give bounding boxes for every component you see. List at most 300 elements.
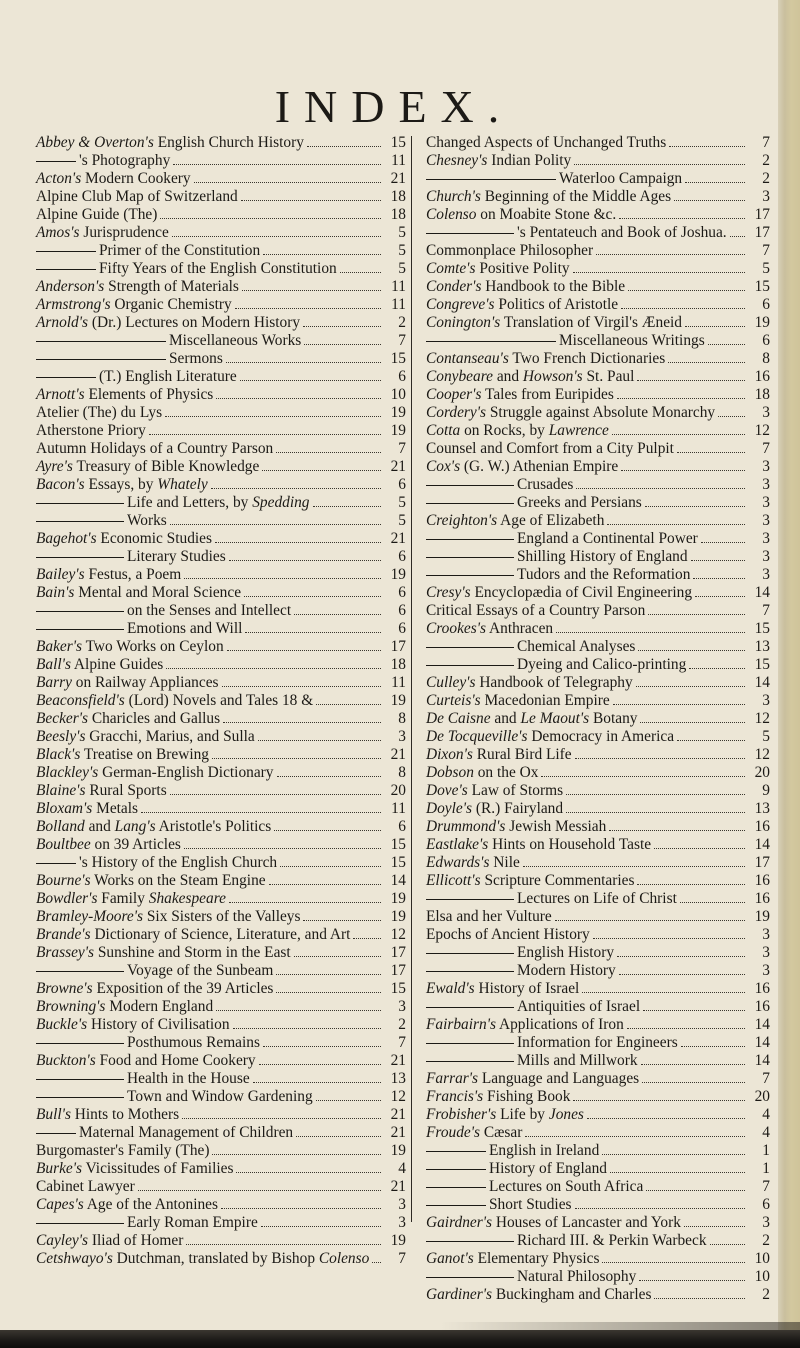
entry-title: Translation of Virgil's Æneid	[500, 314, 682, 331]
entry-text	[36, 1052, 256, 1070]
index-entry	[36, 602, 406, 620]
entry-text	[426, 1052, 638, 1070]
dot-leader	[593, 938, 745, 939]
entry-title: Macedonian Empire	[480, 692, 610, 709]
entry-title: Counsel and Comfort from a City Pulpit	[426, 440, 674, 457]
ditto-rule	[426, 485, 514, 486]
dot-leader	[353, 938, 381, 939]
dot-leader	[621, 308, 745, 309]
author-name: Farrar's	[426, 1070, 479, 1087]
index-entry	[426, 674, 770, 692]
page-number: 5	[398, 260, 406, 277]
dot-leader	[556, 632, 745, 633]
dot-leader	[701, 542, 745, 543]
page-number: 19	[754, 314, 770, 331]
page-number: 7	[398, 1250, 406, 1267]
index-entry	[36, 962, 406, 980]
entry-text	[426, 224, 727, 242]
author-name: Amos's	[36, 224, 80, 241]
page-number: 13	[754, 638, 770, 655]
entry-text	[36, 512, 167, 530]
ditto-rule	[36, 611, 124, 612]
entry-text	[36, 890, 226, 908]
dot-leader	[685, 182, 745, 183]
page-number: 3	[762, 512, 770, 529]
page-number: 4	[762, 1124, 770, 1141]
page-number: 12	[754, 746, 770, 763]
dot-leader	[236, 1172, 381, 1173]
entry-text	[426, 926, 590, 944]
author-name: Cox's	[426, 458, 461, 475]
entry-title: Chemical Analyses	[517, 638, 636, 655]
dot-leader	[226, 362, 381, 363]
dot-leader	[695, 596, 745, 597]
author-name: Brassey's	[36, 944, 95, 961]
entry-text	[426, 998, 640, 1016]
entry-text	[426, 620, 553, 638]
index-entry	[426, 1142, 770, 1160]
index-entry	[426, 782, 770, 800]
dot-leader	[575, 758, 745, 759]
page-number: 16	[754, 872, 770, 889]
author-name: Bramley-Moore's	[36, 908, 144, 925]
index-entry	[426, 638, 770, 656]
dot-leader	[170, 794, 381, 795]
entry-title: Scripture Commentaries	[480, 872, 635, 889]
ditto-rule	[36, 1079, 124, 1080]
index-entry	[36, 620, 406, 638]
page-edge	[778, 0, 800, 1348]
author-name: Edwards's	[426, 854, 490, 871]
index-entry	[36, 206, 406, 224]
entry-title: and	[490, 710, 521, 727]
index-entry	[426, 998, 770, 1016]
page-number: 6	[762, 296, 770, 313]
index-entry	[36, 746, 406, 764]
entry-title: Crusades	[517, 476, 574, 493]
index-entry	[36, 422, 406, 440]
ditto-rule	[36, 1133, 76, 1134]
entry-text	[426, 368, 634, 386]
entry-title: and	[492, 368, 523, 385]
page-number: 17	[754, 206, 770, 223]
index-entry	[36, 764, 406, 782]
ditto-rule	[36, 359, 166, 360]
author-name: Abbey & Overton's	[36, 134, 154, 151]
dot-leader	[184, 578, 381, 579]
author-name: Colenso	[426, 206, 477, 223]
index-entry	[426, 260, 770, 278]
page-number: 9	[762, 782, 770, 799]
ditto-rule	[426, 557, 514, 558]
entry-title: Treatise on Brewing	[80, 746, 210, 763]
dot-leader	[654, 848, 745, 849]
index-entry	[426, 1070, 770, 1088]
index-entry	[426, 134, 770, 152]
entry-text	[426, 188, 671, 206]
entry-title: Short Studies	[489, 1196, 572, 1213]
index-entry	[36, 1124, 406, 1142]
dot-leader	[642, 1082, 745, 1083]
index-entry	[426, 476, 770, 494]
dot-leader	[269, 884, 381, 885]
entry-title: and	[84, 818, 115, 835]
dot-leader	[636, 686, 745, 687]
dot-leader	[628, 290, 745, 291]
entry-text	[36, 548, 226, 566]
author-name: Culley's	[426, 674, 476, 691]
index-entry	[36, 980, 406, 998]
entry-text	[36, 476, 208, 494]
entry-text	[36, 1124, 293, 1142]
page-number: 18	[390, 188, 406, 205]
page-number: 7	[762, 1178, 770, 1195]
page-number: 19	[390, 890, 406, 907]
dot-leader	[708, 344, 745, 345]
entry-text	[426, 476, 573, 494]
index-entry	[36, 530, 406, 548]
index-entry	[36, 1052, 406, 1070]
entry-text	[36, 1016, 230, 1034]
author-name: Creighton's	[426, 512, 498, 529]
page-number: 2	[762, 1232, 770, 1249]
entry-text	[426, 458, 618, 476]
author-name: Boultbee	[36, 836, 91, 853]
entry-title: Nile	[489, 854, 520, 871]
dot-leader	[211, 488, 381, 489]
dot-leader	[610, 1172, 745, 1173]
page-number: 7	[762, 242, 770, 259]
entry-text	[36, 1160, 233, 1178]
entry-text	[426, 728, 674, 746]
page-number: 20	[754, 764, 770, 781]
entry-text	[426, 764, 538, 782]
page-number: 14	[390, 872, 406, 889]
dot-leader	[617, 398, 745, 399]
entry-title: Rural Bird Life	[472, 746, 572, 763]
dot-leader	[574, 164, 745, 165]
page-number: 5	[398, 242, 406, 259]
ditto-rule	[426, 539, 514, 540]
page-number: 3	[762, 566, 770, 583]
entry-title: Cabinet Lawyer	[36, 1178, 135, 1195]
page-number: 15	[390, 350, 406, 367]
page-number: 16	[754, 818, 770, 835]
entry-text	[36, 188, 238, 206]
page-number: 21	[390, 458, 406, 475]
entry-text	[426, 170, 682, 188]
entry-text	[36, 1196, 218, 1214]
entry-title: Six Sisters of the Valleys	[143, 908, 301, 925]
entry-text	[36, 782, 167, 800]
entry-title: Sunshine and Storm in the East	[94, 944, 291, 961]
entry-title: (T.) English Literature	[99, 368, 237, 385]
dot-leader	[280, 866, 381, 867]
entry-title-italic: Shakespeare	[148, 890, 226, 907]
index-entry	[36, 314, 406, 332]
page-number: 18	[390, 206, 406, 223]
entry-title: Atelier (The) du Lys	[36, 404, 163, 421]
author-name: Barry	[36, 674, 72, 691]
index-entry	[426, 746, 770, 764]
index-entry	[426, 512, 770, 530]
ditto-rule	[36, 521, 124, 522]
author-name: Gairdner's	[426, 1214, 492, 1231]
entry-text	[426, 1250, 599, 1268]
entry-text	[426, 710, 637, 728]
dot-leader	[654, 1298, 745, 1299]
page-number: 11	[391, 152, 406, 169]
ditto-rule	[36, 629, 124, 630]
index-entry	[36, 818, 406, 836]
dot-leader	[165, 416, 381, 417]
entry-text	[36, 944, 291, 962]
author-name: De Caisne	[426, 710, 491, 727]
entry-title: Tudors and the Reformation	[517, 566, 691, 583]
dot-leader	[680, 902, 745, 903]
dot-leader	[304, 344, 381, 345]
dot-leader	[244, 596, 381, 597]
dot-leader	[303, 920, 381, 921]
index-entry	[36, 350, 406, 368]
index-entry	[426, 152, 770, 170]
entry-title: Family	[97, 890, 149, 907]
ditto-rule	[36, 1223, 124, 1224]
page-number: 21	[390, 1178, 406, 1195]
entry-text	[426, 584, 692, 602]
dot-leader	[227, 650, 381, 651]
dot-leader	[576, 488, 745, 489]
entry-title: Indian Polity	[487, 152, 572, 169]
ditto-rule	[36, 557, 124, 558]
entry-title: Richard III. & Perkin Warbeck	[517, 1232, 707, 1249]
entry-title: Charicles and Gallus	[88, 710, 221, 727]
author-name: Doyle's	[426, 800, 473, 817]
entry-text	[36, 314, 300, 332]
entry-title: Anthracen	[486, 620, 554, 637]
entry-text	[36, 710, 220, 728]
index-entry	[36, 1214, 406, 1232]
page-number: 11	[391, 800, 406, 817]
entry-title: Natural Philosophy	[517, 1268, 637, 1285]
page-number: 3	[398, 1214, 406, 1231]
ditto-rule	[426, 953, 514, 954]
ditto-rule	[426, 503, 514, 504]
dot-leader	[541, 776, 745, 777]
author-name: Dobson	[426, 764, 474, 781]
page-number: 19	[390, 1142, 406, 1159]
dot-leader	[523, 866, 745, 867]
entry-text	[426, 278, 625, 296]
entry-text	[426, 1268, 636, 1286]
dot-leader	[525, 1136, 745, 1137]
entry-text	[36, 152, 170, 170]
page-number: 3	[762, 926, 770, 943]
ditto-rule	[36, 971, 124, 972]
entry-title: Lectures on Life of Christ	[517, 890, 677, 907]
page-number: 2	[398, 314, 406, 331]
page-number: 14	[754, 584, 770, 601]
page-number: 6	[398, 368, 406, 385]
index-column-left	[36, 134, 406, 1268]
dot-leader	[173, 164, 381, 165]
dot-leader	[316, 704, 381, 705]
entry-text	[36, 800, 138, 818]
entry-title: Modern History	[517, 962, 616, 979]
entry-title: Primer of the Constitution	[99, 242, 261, 259]
author-name: Francis's	[426, 1088, 484, 1105]
page-number: 10	[754, 1250, 770, 1267]
index-entry	[426, 1034, 770, 1052]
index-entry	[36, 134, 406, 152]
dot-leader	[681, 1046, 745, 1047]
dot-leader	[316, 1100, 381, 1101]
index-entry	[426, 908, 770, 926]
page-number: 5	[398, 494, 406, 511]
page-number: 19	[754, 908, 770, 925]
index-entry	[36, 998, 406, 1016]
index-entry	[426, 1088, 770, 1106]
page-bottom-shadow	[0, 1330, 800, 1348]
dot-leader	[637, 380, 745, 381]
entry-text	[426, 566, 690, 584]
page-number: 16	[754, 980, 770, 997]
entry-text	[36, 350, 223, 368]
dot-leader	[674, 200, 745, 201]
dot-leader	[182, 1118, 381, 1119]
entry-title: 's Photography	[79, 152, 171, 169]
entry-text	[36, 1232, 183, 1250]
page-number: 17	[390, 962, 406, 979]
index-entry	[36, 1196, 406, 1214]
entry-text	[426, 1142, 599, 1160]
page-number: 3	[398, 728, 406, 745]
page-number: 6	[762, 332, 770, 349]
page-number: 15	[390, 836, 406, 853]
dot-leader	[186, 1244, 381, 1245]
page-number: 21	[390, 1052, 406, 1069]
entry-title: Two French Dictionaries	[508, 350, 666, 367]
dot-leader	[582, 992, 745, 993]
page-number: 15	[754, 656, 770, 673]
index-entry	[36, 404, 406, 422]
dot-leader	[221, 1208, 381, 1209]
ditto-rule	[426, 341, 556, 342]
author-name: Ayre's	[36, 458, 73, 475]
author-name: Ewald's	[426, 980, 475, 997]
author-name: Baker's	[36, 638, 83, 655]
entry-text	[426, 818, 606, 836]
dot-leader	[294, 956, 381, 957]
ditto-rule	[426, 647, 514, 648]
author-name: Chesney's	[426, 152, 488, 169]
entry-text	[36, 494, 310, 512]
dot-leader	[619, 974, 745, 975]
index-entry	[426, 818, 770, 836]
index-entry	[426, 332, 770, 350]
dot-leader	[229, 560, 381, 561]
index-entry	[426, 980, 770, 998]
page-number: 16	[754, 890, 770, 907]
ditto-rule	[36, 863, 76, 864]
entry-title-italic: Whately	[157, 476, 208, 493]
index-entry	[36, 494, 406, 512]
index-entry	[426, 836, 770, 854]
entry-title: Life and Letters, by	[127, 494, 253, 511]
dot-leader	[229, 902, 381, 903]
index-entry	[36, 1142, 406, 1160]
entry-text	[426, 1178, 643, 1196]
entry-text	[426, 836, 651, 854]
entry-title-cont: Botany	[589, 710, 638, 727]
dot-leader	[645, 506, 745, 507]
entry-title: Information for Engineers	[517, 1034, 678, 1051]
author-name: Blaine's	[36, 782, 86, 799]
dot-leader	[693, 578, 745, 579]
entry-title: English History	[517, 944, 615, 961]
page-number: 6	[398, 620, 406, 637]
entry-text	[426, 782, 563, 800]
ditto-rule	[426, 1277, 514, 1278]
index-entry	[426, 710, 770, 728]
dot-leader	[274, 830, 381, 831]
author-name: Crookes's	[426, 620, 487, 637]
page-number: 14	[754, 1034, 770, 1051]
page-number: 16	[754, 368, 770, 385]
dot-leader	[223, 722, 381, 723]
dot-leader	[685, 326, 745, 327]
entry-title: Vicissitudes of Families	[82, 1160, 234, 1177]
index-entry	[36, 242, 406, 260]
entry-title: Cæsar	[480, 1124, 523, 1141]
entry-title: Commonplace Philosopher	[426, 242, 594, 259]
author-name: Fairbairn's	[426, 1016, 496, 1033]
page-number: 15	[390, 854, 406, 871]
author-name: Cetshwayo's	[36, 1250, 113, 1267]
page-number: 3	[762, 944, 770, 961]
index-entry	[36, 656, 406, 674]
dot-leader	[194, 182, 381, 183]
dot-leader	[648, 614, 745, 615]
entry-text	[36, 1214, 258, 1232]
page-number: 5	[762, 728, 770, 745]
index-entry	[36, 512, 406, 530]
page-number: 6	[398, 548, 406, 565]
dot-leader	[216, 1010, 381, 1011]
index-entry	[426, 422, 770, 440]
entry-title: Early Roman Empire	[127, 1214, 258, 1231]
dot-leader	[212, 1154, 381, 1155]
dot-leader	[184, 848, 381, 849]
entry-title: Buckingham and Charles	[492, 1286, 652, 1303]
index-entry	[426, 890, 770, 908]
dot-leader	[259, 1064, 381, 1065]
entry-title: Treasury of Bible Knowledge	[72, 458, 260, 475]
page-number: 21	[390, 1106, 406, 1123]
author-name: Burke's	[36, 1160, 83, 1177]
author-name: Curteis's	[426, 692, 481, 709]
dot-leader	[602, 1154, 745, 1155]
page-number: 1	[762, 1160, 770, 1177]
entry-text	[426, 944, 614, 962]
entry-text	[426, 314, 682, 332]
dot-leader	[166, 668, 381, 669]
entry-title: Mental and Moral Science	[74, 584, 242, 601]
entry-text	[36, 206, 157, 224]
author-name: Froude's	[426, 1124, 481, 1141]
entry-text	[426, 134, 666, 152]
dot-leader	[212, 758, 381, 759]
